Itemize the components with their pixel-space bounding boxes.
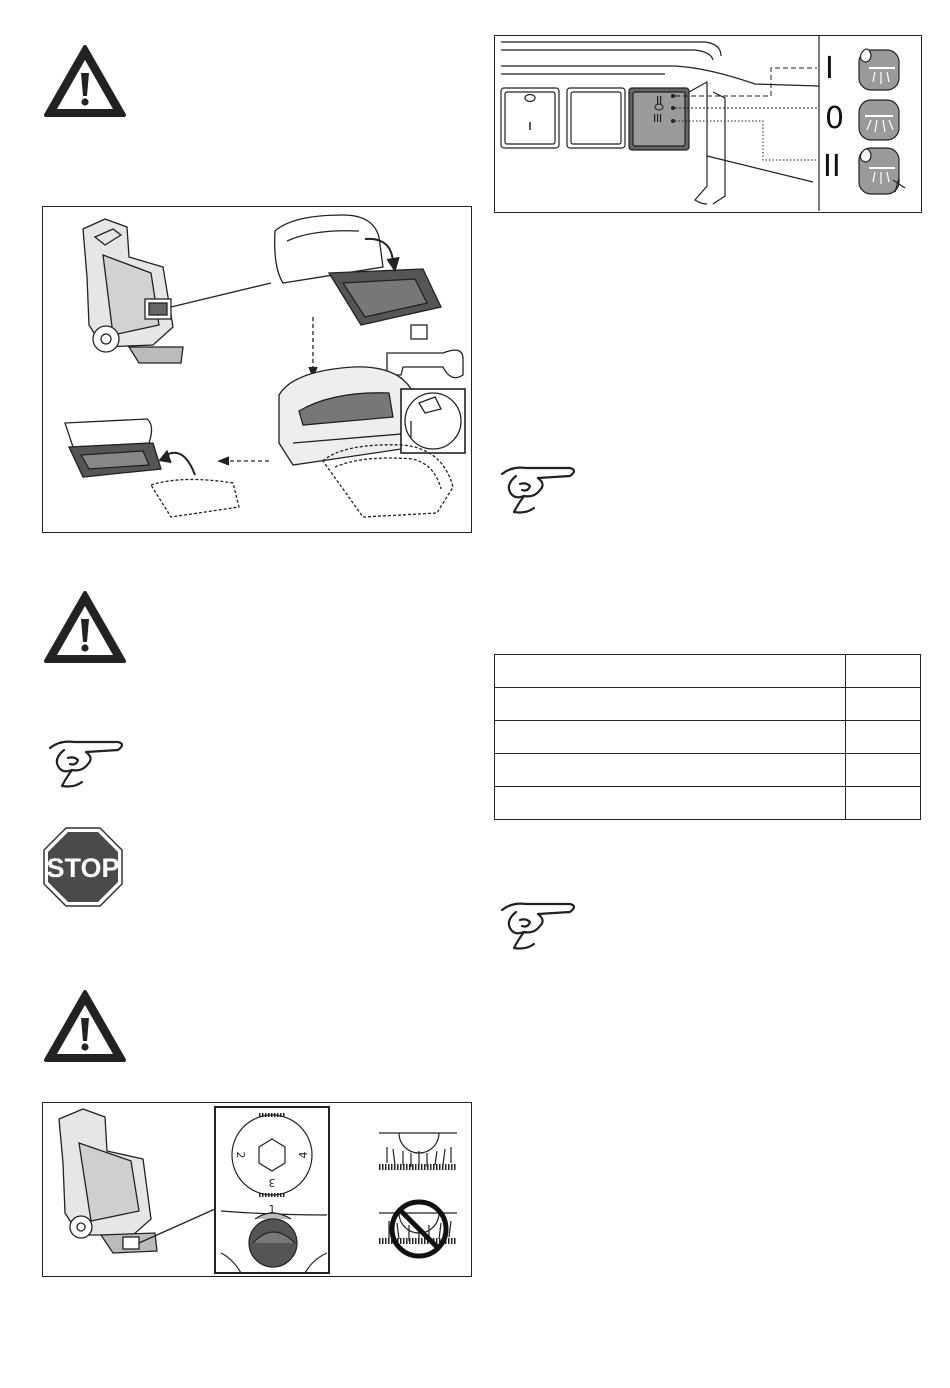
prohibited-icon xyxy=(392,1202,446,1256)
warning-triangle-icon xyxy=(42,43,128,119)
brush-adjust-figure xyxy=(42,1102,472,1277)
switch-panel-figure xyxy=(494,35,922,213)
pointing-hand-icon xyxy=(496,462,580,518)
table-row xyxy=(495,754,921,787)
dial-number: 4 xyxy=(297,1151,310,1159)
pointing-hand-icon xyxy=(496,898,580,954)
level-label: II xyxy=(823,149,841,184)
table-cell xyxy=(495,688,846,721)
tank-filling-figure xyxy=(42,206,472,533)
table-row xyxy=(495,787,921,820)
dial-number: 2 xyxy=(234,1151,247,1159)
table-cell xyxy=(846,754,921,787)
table-cell xyxy=(846,787,921,820)
table-cell xyxy=(495,721,846,754)
table-cell xyxy=(495,655,846,688)
table-cell xyxy=(846,688,921,721)
dial-number: 1 xyxy=(268,1203,276,1216)
table-cell xyxy=(495,754,846,787)
dial-number: 3 xyxy=(268,1176,276,1189)
table-cell xyxy=(846,721,921,754)
table-row xyxy=(495,655,921,688)
stop-sign-text: STOP xyxy=(46,853,120,883)
warning-triangle-icon xyxy=(42,988,128,1064)
table-row xyxy=(495,688,921,721)
data-table xyxy=(494,654,921,820)
stop-sign-icon xyxy=(42,826,124,908)
table-row xyxy=(495,721,921,754)
table-cell xyxy=(495,787,846,820)
warning-triangle-icon xyxy=(42,589,128,665)
pointing-hand-icon xyxy=(44,736,128,792)
table-cell xyxy=(846,655,921,688)
level-label: 0 xyxy=(825,101,845,136)
level-label: I xyxy=(825,51,834,86)
